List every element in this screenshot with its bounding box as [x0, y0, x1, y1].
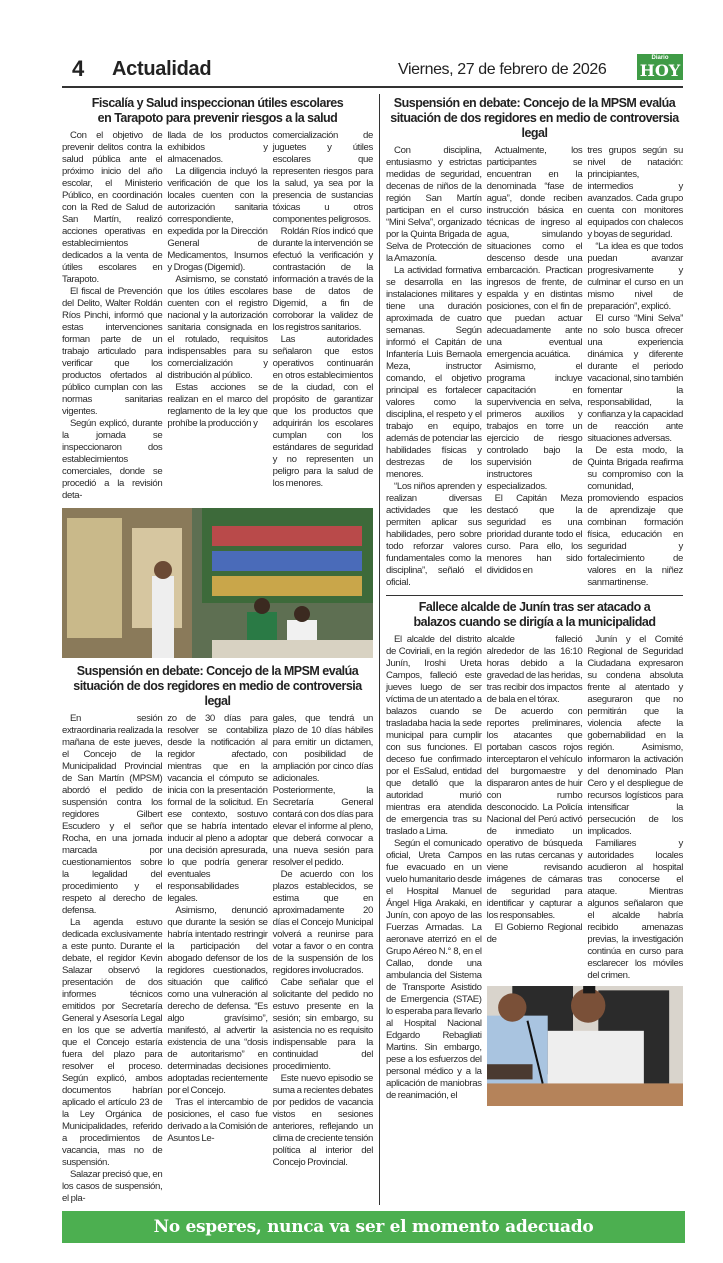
paragraph: Tras el intercambio de posiciones, el caso fue derivado a la Comisión de Asuntos Le- [167, 1097, 268, 1144]
mayor-meeting-photo [487, 986, 683, 1106]
right-column-group [380, 94, 683, 1205]
article-column [167, 130, 267, 502]
article-column [587, 634, 683, 982]
title-line: balazos cuando se dirigía a la municipalidad [413, 615, 656, 629]
paragraph: Asimismo, denunció que durante la sesión se habría intentado restringir la participación del abogado defensor de los regidores cuestionados, situación que calificó como una vulneración al derecho de defensa. “Es algo gravísimo”, manifestó, al advertir la existencia de una “dosis de autoritarismo” en determinadas decisiones adoptadas recientemente por el Concejo. [167, 905, 268, 1096]
paragraph: “Los niños aprenden y realizan diversas actividades que les permiten aplicar sus habilidades, pero sobre todo reforzar valores fundamentales como la disciplina”, señaló el oficial. [386, 481, 482, 588]
article-column [487, 634, 583, 982]
paragraph: Con el objetivo de prevenir delitos contra la salud pública ante el próximo inicio del año escolar, el Ministerio Público, en coordinación con la Red de Salud de San Martín, realizó acciones operativas en establecimientos dedicados a la venta de útiles escolares en Tarapoto. [62, 130, 163, 285]
header-rule [62, 86, 683, 88]
paragraph: comercialización de juguetes y útiles escolares que representen riesgos para la salud, ya sea por la presencia de sustancias tóxicas u otros componentes peligrosos. [272, 130, 373, 225]
page-body [62, 94, 683, 1205]
article-column [62, 713, 162, 1205]
paragraph: Asimismo, el programa incluye capacitación en supervivencia en selva, primeros auxilios y trabajos en torre un ejercicio de riesgo controlado bajo la supervisión de instructores especializados. [486, 361, 583, 492]
article-mini-selva [386, 96, 683, 589]
slogan-banner: No esperes, nunca va ser el momento adecuado [62, 1211, 685, 1243]
article-column [386, 145, 482, 589]
logo-top: Diario [651, 55, 669, 61]
article-column [273, 130, 373, 502]
page-header [62, 52, 683, 86]
article-school-supplies [62, 96, 373, 502]
article-column [487, 145, 583, 589]
paragraph: Familiares y autoridades locales acudieron al hospital tras conocerse el ataque. Mientras algunos señalaron que el alcalde habría recibido amenazas previas, la investigación continúa en curso para esclarecer los móviles del crimen. [587, 838, 683, 981]
article-columns [386, 634, 683, 1106]
paragraph: De acuerdo con los plazos establecidos, se estima que en aproximadamente 20 días el Concejo Municipal volverá a reunirse para votar a favor o en contra de la suspensión de los regidores involucrados. [272, 869, 373, 976]
paragraph: zo de 30 días para resolver se contabiliza desde la notificación al regidor afectado, mientras que en la vacancia el cómputo se inicia con la presentación formal de la solicitud. En ese contexto, sostuvo que se habría intentado inducir al pleno a adoptar una decisión apresurada, lo que podría generar eventuales responsabilidades legales. [167, 713, 268, 904]
paragraph: Salazar precisó que, en los casos de suspensión, el pla- [62, 1169, 163, 1204]
paragraph: De esta modo, la Quinta Brigada reafirma su compromiso con la comunidad, promoviendo espacios de aprendizaje que combinan formación física, educación en seguridad y fortalecimiento de valores en la niñez sanmartinense. [587, 445, 683, 588]
page-number: 4 [72, 56, 85, 81]
article-council-suspension [62, 664, 373, 1205]
section-title: Actualidad [112, 58, 212, 80]
paragraph: En sesión extraordinaria realizada la mañana de este jueves, el Concejo de la Municipalidad Provincial de San Martín (MPSM) abordó el pedido de suspensión contra los regidores Gilbert Escudero y el señor Rocha, en una jornada marcada por cuestionamientos sobre la legalidad del procedimiento y el respeto al derecho de defensa. [62, 713, 163, 916]
article-title [386, 600, 683, 630]
paragraph: alcalde falleció alrededor de las 16:10 horas debido a la gravedad de las heridas, tras recibir dos impactos de bala en el tórax. [486, 634, 583, 705]
paragraph: El Capitán Meza destacó que la seguridad es una prioridad durante todo el curso. Para ello, los menores han sido divididos en [486, 493, 583, 576]
paragraph: El alcalde del distrito de Coviriali, en la región Junín, Iroshi Ureta Campos, falleció este jueves luego de ser víctima de un atentado a balazos cuando se trasladaba hacia la sede municipal para cumplir con sus funciones. El deceso fue confirmado por el EsSalud, entidad que detalló que la autoridad murió mientras era atendida de emergencia tras su traslado a Lima. [386, 634, 482, 837]
paragraph: El fiscal de Prevención del Delito, Walter Roldán Ríos Pinchi, informó que estas intervenciones forman parte de un trabajo articulado para verificar que los productos ofertados al público cumplan con las normas sanitarias vigentes. [62, 286, 163, 417]
paragraph: La actividad formativa se desarrolla en las instalaciones militares y tiene una duración aproximada de cuatro semanas. Según informó el Capitán de Infantería Luis Bernaola Meza, instructor comando, el objetivo principal es fortalecer valores como la disciplina, el respeto y el trabajo en equipo, además de potenciar las habilidades físicas y destrezas de los menores. [386, 265, 482, 480]
issue-date: Viernes, 27 de febrero de 2026 [398, 61, 607, 78]
article-columns [62, 130, 373, 502]
logo-main: HOY [639, 61, 681, 80]
paragraph: Según el comunicado oficial, Ureta Campos fue evacuado en un vuelo humanitario desde el Hospital Manuel Ángel Higa Arakaki, en Junín, con apoyo de las Fuerzas Armadas. La aeronave aterrizó en el Grupo Aéreo N.° 8, en el Callao, donde una ambulancia del Sistema de Transporte Asistido de Emergencia (STAE) lo esperaba para llevarlo al Hospital Nacional Edgardo Rebagliati Martins. Sin embargo, pese a los esfuerzos del personal médico y a la aplicación de maniobras de reanimación, el [386, 838, 482, 1101]
paragraph: Este nuevo episodio se suma a recientes debates por pedidos de vacancia vistos en sesiones anteriores, reflejando un clima de creciente tensión política al interior del Concejo Provincial. [272, 1073, 373, 1168]
paragraph: Estas acciones se realizan en el marco del reglamento de la ley que prohíbe la producción y [167, 382, 268, 429]
paragraph: gales, que tendrá un plazo de 10 días hábiles para emitir un dictamen, con posibilidad de ampliación por cinco días adicionales. Posteriormente, la Secretaría General contará con dos días para elevar el informe al pleno, que deberá convocar a una nueva sesión para resolver el pedido. [272, 713, 373, 868]
paragraph: Asimismo, se constató que los útiles escolares cuenten con el registro nacional y la autorización sanitaria consignada en el rotulado, requisitos indispensables para su comercialización y distribución al público. [167, 274, 268, 381]
title-line: Fiscalía y Salud inspeccionan útiles escolares [91, 96, 344, 110]
paragraph: tres grupos según su nivel de natación: principiantes, intermedios y avanzados. Cada grupo cuenta con monitores equipados con chalecos y boyas de seguridad. [587, 145, 683, 240]
article-column [62, 130, 162, 502]
paragraph: Con disciplina, entusiasmo y estrictas medidas de seguridad, decenas de niños de la región San Martín participan en el curso “Mini Selva”, organizado por la Quinta Brigada de Selva de Protección de la Amazonía. [386, 145, 482, 264]
paragraph: llada de los productos exhibidos y almacenados. [167, 130, 268, 165]
title-line: Suspensión en debate: Concejo de la MPSM evalúa [76, 664, 359, 678]
article-column [167, 713, 267, 1205]
title-line: Suspensión en debate: Concejo de la MPSM evalúa [393, 96, 676, 110]
paragraph: De acuerdo con reportes preliminares, los atacantes que portaban cascos rojos interceptaron el vehículo del burgomaestre y dispararon antes de huir con rumbo desconocido. La Policía Nacional del Perú activó de inmediato un operativo de búsqueda en las rutas cercanas y viene revisando imágenes de cámaras de seguridad para identificar y capturar a los responsables. [486, 706, 583, 921]
title-line: situación de dos regidores en medio de controversia legal [73, 679, 362, 708]
school-supplies-store-photo [62, 508, 373, 658]
title-line: situación de dos regidores en medio de controversia legal [390, 111, 679, 140]
paragraph: Las autoridades señalaron que estos operativos continuarán en otros establecimientos de la ciudad, con el propósito de garantizar que los productos que adquirirán los escolares cumplan con los estándares de seguridad y no representen un peligro para la salud de los menores. [272, 334, 373, 489]
article-column [273, 713, 373, 1205]
paragraph: Junín y el Comité Regional de Seguridad Ciudadana expresaron su condena absoluta frente al atentado y aseguraron que no permitirán que la violencia afecte la gobernabilidad en la región. Asimismo, informaron la activación del denominado Plan Cero y el despliegue de recursos logísticos para intensificar la persecución de los implicados. [587, 634, 683, 837]
left-column-group [62, 94, 380, 1205]
title-line: en Tarapoto para prevenir riesgos a la salud [97, 111, 338, 125]
paragraph: La agenda estuvo dedicada exclusivamente a este punto. Durante el debate, el regidor Kevin Salazar observó la presentación de dos informes técnicos emitidos por Secretaría General y Asesoría Legal en los que se advertía que el Concejo estaría fuera del plazo para resolver el proceso. Según explicó, ambos documentos habrían aplicado el artículo 23 de la Ley Orgánica de Municipalidades, referido a procedimientos de vacancia, mas no de suspensión. [62, 917, 163, 1168]
paragraph: “La idea es que todos puedan avanzar progresivamente y culminar el curso en un mismo nivel de preparación”, explicó. [587, 241, 683, 312]
article-mayor-death [386, 600, 683, 1106]
newspaper-logo [637, 54, 683, 80]
paragraph: Cabe señalar que el solicitante del pedido no estuvo presente en la sesión; sin embargo, su asistencia no es requisito indispensable para la continuidad del procedimiento. [272, 977, 373, 1072]
title-line: Fallece alcalde de Junín tras ser atacado a [418, 600, 651, 614]
article-title [62, 96, 373, 126]
article-title [62, 664, 373, 709]
article-divider [386, 595, 683, 596]
article-title [386, 96, 683, 141]
article-column [587, 145, 683, 589]
article-columns [62, 713, 373, 1205]
paragraph: El Gobierno Regional de [486, 922, 583, 945]
article-column [386, 634, 482, 1106]
paragraph: El curso “Mini Selva” no solo busca ofrecer una experiencia dinámica y diferente durante el periodo vacacional, sino también fomentar la responsabilidad, la confianza y la capacidad de reacción ante situaciones adversas. [587, 313, 683, 444]
paragraph: La diligencia incluyó la verificación de que los locales cuenten con la autorización sanitaria correspondiente, expedida por la Dirección General de Medicamentos, Insumos y Drogas (Digemid). [167, 166, 268, 273]
paragraph: Roldán Ríos indicó que durante la intervención se efectuó la verificación y contrastación de la información a través de la base de datos de Digemid, a fin de corroborar la validez de los registros sanitarios. [272, 226, 373, 333]
paragraph: Según explicó, durante la jornada se inspeccionaron dos establecimientos comerciales, donde se procedió a la revisión deta- [62, 418, 163, 501]
article-columns [386, 145, 683, 589]
paragraph: Actualmente, los participantes se encuentran en la denominada “fase de agua”, donde reciben instrucción básica en técnicas de ingreso al agua, simulando situaciones como el descenso desde una embarcación. Practican ingresos de frente, de espalda y en distintas posiciones, con el fin de que puedan actuar adecuadamente ante una eventual emergencia acuática. [486, 145, 583, 360]
